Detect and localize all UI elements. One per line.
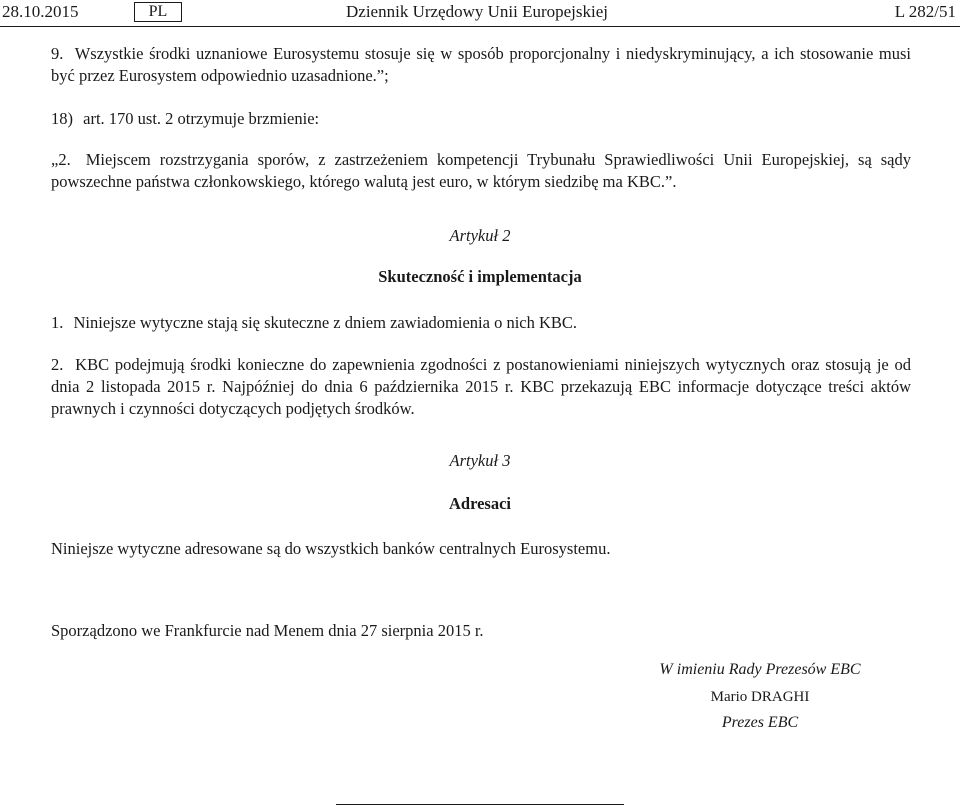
- amendment-18-number: 18): [51, 109, 73, 128]
- done-at-paragraph: Sporządzono we Frankfurcie nad Menem dnia 27 sierpnia 2015 r.: [51, 621, 484, 640]
- journal-title: Dziennik Urzędowy Unii Europejskiej: [346, 2, 609, 21]
- article-3-title: Adresaci: [448, 494, 512, 513]
- article-3-label: Artykuł 3: [449, 451, 511, 470]
- publication-date: 28.10.2015: [2, 2, 79, 21]
- page-header: [0, 0, 960, 26]
- signatory-role: Prezes EBC: [721, 714, 799, 731]
- addressees-paragraph: Niniejsze wytyczne adresowane są do wszystkich banków centralnych Eurosystemu.: [51, 539, 611, 558]
- article-2-point-2-text: KBC podejmują środki konieczne do zapewnienia zgodności z postanowieniami niniejszych wytycznych oraz stosują je od dnia 2 listopada 2015 r. Najpóźniej do dnia 6 października 2015 r. KBC przekazują EBC informacje dotyczące treści aktów prawnych i czynności dotyczących podjętych środków.: [51, 355, 912, 418]
- page-reference: L 282/51: [894, 2, 956, 21]
- header-divider: [0, 26, 960, 27]
- language-badge: PL: [134, 2, 182, 22]
- article-2-point-2-number: 2.: [51, 355, 64, 374]
- article-2-point-1: [51, 312, 911, 334]
- article-2-point-1-number: 1.: [51, 313, 64, 332]
- quoted-point-2-text: Miejscem rozstrzygania sporów, z zastrzeżeniem kompetencji Trybunału Sprawiedliwości Unii Europejskiej, są sądy powszechne państwa członkowskiego, którego walutą jest euro, w którym siedzibę ma KBC.”.: [51, 150, 911, 191]
- amendment-18-paragraph: [51, 108, 911, 130]
- signature-on-behalf: W imieniu Rady Prezesów EBC: [659, 661, 861, 678]
- quoted-point-2-paragraph: [51, 149, 911, 193]
- point-9-paragraph: [51, 43, 911, 87]
- article-2-point-1-text: Niniejsze wytyczne stają się skuteczne z dniem zawiadomienia o nich KBC.: [73, 313, 578, 332]
- point-9-number: 9.: [51, 44, 64, 63]
- article-2-label: Artykuł 2: [449, 226, 511, 245]
- quoted-point-2-number: „2.: [51, 150, 71, 169]
- article-2-point-2: [51, 354, 911, 420]
- amendment-18-text: art. 170 ust. 2 otrzymuje brzmienie:: [83, 109, 320, 128]
- article-2-title: Skuteczność i implementacja: [378, 267, 582, 286]
- signatory-name: Mario DRAGHI: [710, 689, 810, 705]
- point-9-text: Wszystkie środki uznaniowe Eurosystemu stosuje się w sposób proporcjonalny i niedyskryminujący, a ich stosowanie musi być przez Eurosystem odpowiednio uzasadnione.”;: [51, 44, 911, 85]
- footer-divider: [336, 804, 624, 805]
